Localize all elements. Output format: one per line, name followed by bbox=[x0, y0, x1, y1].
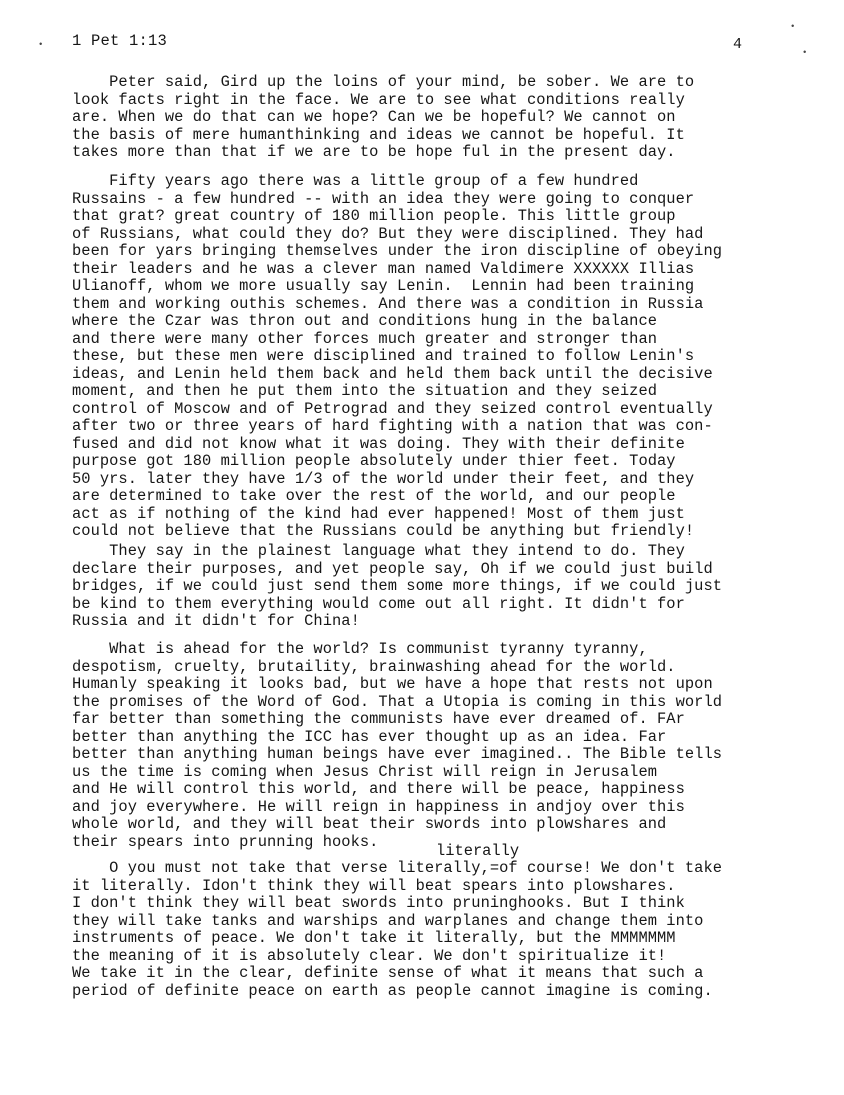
text-line: be kind to them everything would come out all right. It didn't for bbox=[72, 594, 685, 613]
text-line: Humanly speaking it looks bad, but we have a hope that rests not upon bbox=[72, 675, 713, 693]
stray-mark: • bbox=[802, 48, 808, 58]
text-line: moment, and then he put them into the situation and they seized bbox=[72, 382, 658, 400]
text-line: where the Czar was thron out and conditions hung in the balance bbox=[72, 312, 658, 330]
text-line: They say in the plainest language what they intend to do. They bbox=[72, 542, 685, 560]
paragraph-2 bbox=[72, 173, 722, 541]
scripture-reference: 1 Pet 1:13 bbox=[72, 32, 168, 50]
text-line: far better than something the communists have ever dreamed of. FAr bbox=[72, 710, 685, 728]
text-line: bridges, if we could just send them some more things, if we could just bbox=[72, 577, 723, 595]
text-line: Russia and it didn't for China! bbox=[72, 612, 360, 630]
paragraph-5 bbox=[72, 860, 722, 1000]
text-line: declare their purposes, and yet people say, Oh if we could just build bbox=[72, 559, 713, 578]
inserted-word-note: literally bbox=[436, 842, 520, 860]
text-line: Russains - a few hundred -- with an idea they were going to conquer bbox=[72, 189, 695, 208]
text-line: it literally. Idon't think they will beat spears into plowshares. bbox=[72, 876, 676, 895]
text-line: their spears into prunning hooks. bbox=[72, 832, 379, 851]
text-line: of Russians, what could they do? But they were disciplined. They had bbox=[72, 224, 704, 243]
text-line: whole world, and they will beat their swords into plowshares and bbox=[72, 815, 667, 833]
text-line: could not believe that the Russians could be anything but friendly! bbox=[72, 522, 695, 540]
text-line: the meaning of it is absolutely clear. We don't spiritualize it! bbox=[72, 946, 667, 965]
text-line: the basis of mere humanthinking and ideas we cannot be hopeful. It bbox=[72, 125, 685, 144]
text-line: and there were many other forces much greater and stronger than bbox=[72, 329, 658, 348]
text-line: Fifty years ago there was a little group of a few hundred bbox=[72, 172, 639, 190]
text-line: O you must not take that verse literally,=of course! We don't take bbox=[72, 859, 723, 877]
text-line: after two or three years of hard fighting with a nation that was con- bbox=[72, 417, 713, 435]
text-line: instruments of peace. We don't take it literally, but the MMMMMMM bbox=[72, 929, 676, 947]
paragraph-1 bbox=[72, 74, 694, 162]
text-line: purpose got 180 million people absolutely under thier feet. Today bbox=[72, 452, 676, 470]
text-line: act as if nothing of the kind had ever happened! Most of them just bbox=[72, 504, 685, 523]
text-line: What is ahead for the world? Is communist tyranny tyranny, bbox=[72, 640, 648, 658]
paragraph-4 bbox=[72, 641, 722, 851]
text-line: takes more than that if we are to be hope ful in the present day. bbox=[72, 143, 676, 161]
text-line: 50 yrs. later they have 1/3 of the world under their feet, and they bbox=[72, 469, 695, 488]
text-line: these, but these men were disciplined and trained to follow Lenin's bbox=[72, 347, 695, 365]
text-line: them and working outhis schemes. And there was a condition in Russia bbox=[72, 294, 704, 313]
text-line: and joy everywhere. He will reign in happiness in andjoy over this bbox=[72, 797, 685, 816]
text-line: Ulianoff, whom we more usually say Lenin. Lennin had been training bbox=[72, 277, 695, 295]
text-line: they will take tanks and warships and warplanes and change them into bbox=[72, 911, 704, 930]
stray-mark: • bbox=[790, 22, 796, 32]
page-number: 4 bbox=[733, 36, 743, 53]
text-line: look facts right in the face. We are to see what conditions really bbox=[72, 90, 685, 109]
paragraph-3 bbox=[72, 543, 722, 631]
text-line: the promises of the Word of God. That a Utopia is coming in this world bbox=[72, 692, 723, 711]
text-line: control of Moscow and of Petrograd and they seized control eventually bbox=[72, 399, 713, 418]
text-line: are. When we do that can we hope? Can we be hopeful? We cannot on bbox=[72, 108, 676, 126]
text-line: that grat? great country of 180 million people. This little group bbox=[72, 207, 676, 225]
text-line: ideas, and Lenin held them back and held them back until the decisive bbox=[72, 364, 713, 383]
text-line: better than anything the ICC has ever thought up as an idea. Far bbox=[72, 727, 667, 746]
text-line: fused and did not know what it was doing. They with their definite bbox=[72, 434, 685, 453]
text-line: I don't think they will beat swords into pruninghooks. But I think bbox=[72, 894, 685, 912]
text-line: are determined to take over the rest of the world, and our people bbox=[72, 487, 676, 505]
text-line: We take it in the clear, definite sense of what it means that such a bbox=[72, 964, 704, 982]
text-line: despotism, cruelty, brutaility, brainwashing ahead for the world. bbox=[72, 657, 676, 676]
text-line: Peter said, Gird up the loins of your mind, be sober. We are to bbox=[72, 73, 695, 91]
stray-mark: • bbox=[38, 40, 44, 50]
text-line: and He will control this world, and there will be peace, happiness bbox=[72, 780, 685, 798]
text-line: period of definite peace on earth as people cannot imagine is coming. bbox=[72, 981, 713, 1000]
text-line: us the time is coming when Jesus Christ will reign in Jerusalem bbox=[72, 762, 658, 781]
text-line: better than anything human beings have ever imagined.. The Bible tells bbox=[72, 745, 723, 763]
text-line: been for yars bringing themselves under the iron discipline of obeying bbox=[72, 242, 723, 260]
text-line: their leaders and he was a clever man named Valdimere XXXXXX Illias bbox=[72, 259, 695, 278]
